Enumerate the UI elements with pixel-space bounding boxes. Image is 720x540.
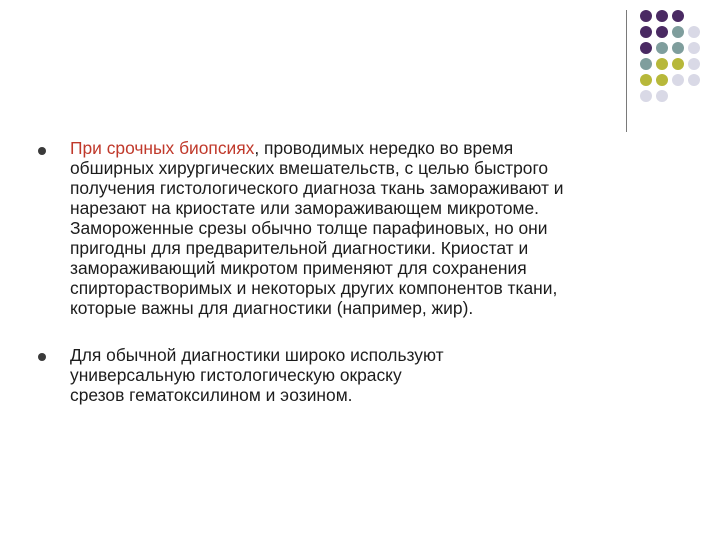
decorative-dot xyxy=(672,26,684,38)
decorative-dot xyxy=(672,74,684,86)
bullet-1-line-2: обширных хирургических вмешательств, с целью быстрого xyxy=(70,158,549,178)
decorative-dot xyxy=(688,26,700,38)
decorative-divider-line xyxy=(626,10,627,132)
decorative-dot xyxy=(656,90,668,102)
bullet-1-line-5: Замороженные срезы обычно толще парафиновых, но они xyxy=(70,218,548,238)
bullet-1-line-7: замораживающий микротом применяют для сохранения xyxy=(70,258,527,278)
bullet-1-line-1-rest: , проводимых нередко во время xyxy=(254,138,514,158)
bullet-1-line-8: спирторастворимых и некоторых других компонентов ткани, xyxy=(70,278,558,298)
bullet-marker xyxy=(38,147,46,155)
decorative-dot-grid xyxy=(638,8,702,104)
decorative-dot xyxy=(656,42,668,54)
bullet-1-line-3: получения гистологического диагноза ткань замораживают и xyxy=(70,178,564,198)
empty-dot-slot xyxy=(688,10,700,22)
bullet-2-line-1: Для обычной диагностики широко используют xyxy=(70,345,444,365)
bullet-text-1 xyxy=(70,138,680,318)
bullet-marker xyxy=(38,353,46,361)
decorative-dot xyxy=(640,10,652,22)
decorative-dot xyxy=(640,74,652,86)
decorative-dot xyxy=(688,58,700,70)
decorative-dot xyxy=(640,90,652,102)
decorative-dot xyxy=(656,26,668,38)
empty-dot-slot xyxy=(672,90,684,102)
decorative-dot xyxy=(688,74,700,86)
decorative-dot xyxy=(672,58,684,70)
decorative-dot xyxy=(640,26,652,38)
bullet-1-highlight: При срочных биопсиях xyxy=(70,138,255,158)
decorative-dot xyxy=(640,58,652,70)
bullet-1-line-6: пригодны для предварительной диагностики. Криостат и xyxy=(70,238,529,258)
bullet-1-line-9: которые важны для диагностики (например, жир). xyxy=(70,298,474,318)
empty-dot-slot xyxy=(688,90,700,102)
bullet-2-line-2: универсальную гистологическую окраску xyxy=(70,365,402,385)
decorative-dot xyxy=(656,74,668,86)
bullet-1-line-4: нарезают на криостате или замораживающем микротоме. xyxy=(70,198,539,218)
decorative-dot xyxy=(672,42,684,54)
decorative-dot xyxy=(640,42,652,54)
decorative-dot xyxy=(656,58,668,70)
bullet-text-2 xyxy=(70,345,680,405)
decorative-dot xyxy=(688,42,700,54)
bullet-1-line-1 xyxy=(70,138,680,158)
decorative-dot xyxy=(656,10,668,22)
bullet-2-line-3: срезов гематоксилином и эозином. xyxy=(70,385,353,405)
decorative-dot xyxy=(672,10,684,22)
